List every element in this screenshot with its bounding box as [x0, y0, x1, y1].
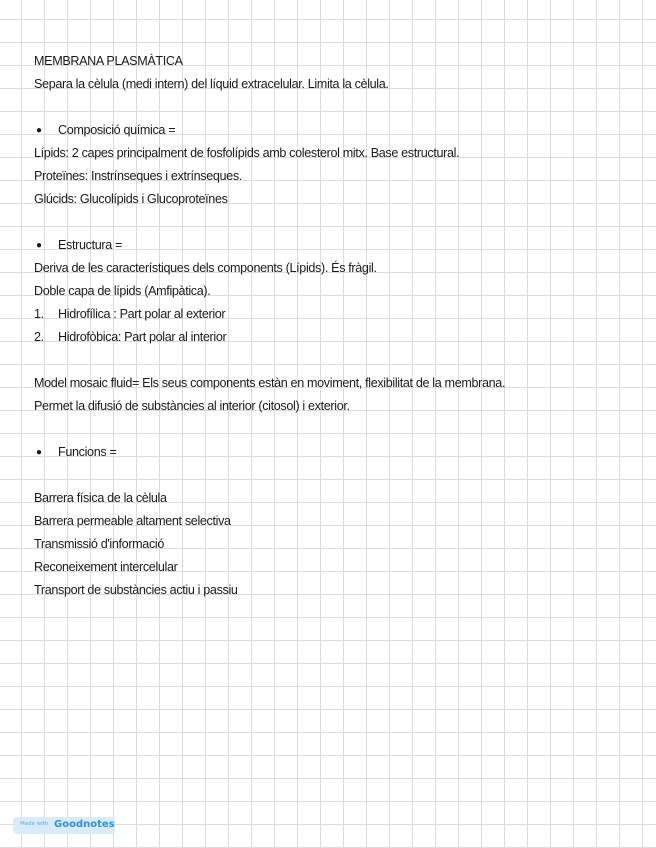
structure-line: Deriva de les característiques dels components (Lípids). És fràgil. [34, 261, 377, 275]
bullet-icon: ● [36, 240, 42, 251]
item-number: 1. [34, 307, 44, 321]
item-text: Hidrofílica : Part polar al exterior [58, 307, 226, 321]
note-content [34, 50, 634, 602]
bullet-icon: ● [36, 447, 42, 458]
functions-heading-text: Funcions = [58, 445, 117, 459]
composition-line-lipids: Lípids: 2 capes principalment de fosfolípids amb colesterol mitx. Base estructural. [34, 146, 460, 160]
spacer [34, 96, 634, 119]
function-item: Transmissió d'informació [34, 537, 165, 551]
intro-text: Separa la cèlula (medi intern) del líquid extracelular. Limita la cèlula. [34, 77, 389, 91]
composition-heading [34, 119, 634, 142]
item-number: 2. [34, 330, 44, 344]
spacer [34, 349, 634, 372]
page-title: MEMBRANA PLASMÀTICA [34, 54, 183, 68]
spacer [34, 211, 634, 234]
composition-line-glucids: Glúcids: Glucolípids i Glucoproteïnes [34, 192, 228, 206]
structure-heading-text: Estructura = [58, 238, 123, 252]
function-item: Transport de substàncies actiu i passiu [34, 583, 238, 597]
mosaic-line: Model mosaic fluid= Els seus components estàn en moviment, flexibilitat de la membrana. [34, 376, 506, 390]
composition-line-proteins: Proteïnes: Instrínseques i extrínseques. [34, 169, 242, 183]
function-item: Barrera permeable altament selectiva [34, 514, 231, 528]
badge-brand: Goodnotes [54, 819, 115, 830]
numbered-item [34, 303, 634, 326]
functions-heading [34, 441, 634, 464]
function-item: Barrera física de la cèlula [34, 491, 167, 505]
item-text: Hidrofòbica: Part polar al interior [58, 330, 227, 344]
structure-line: Doble capa de lípids (Amfipàtica). [34, 284, 211, 298]
function-item: Reconeixement intercelular [34, 560, 178, 574]
numbered-item [34, 326, 634, 349]
bullet-icon: ● [36, 125, 42, 136]
structure-heading [34, 234, 634, 257]
badge-prefix: Made with [20, 821, 49, 827]
composition-heading-text: Composició química = [58, 123, 176, 137]
spacer [34, 418, 634, 441]
mosaic-line: Permet la difusió de substàncies al interior (citosol) i exterior. [34, 399, 350, 413]
goodnotes-badge[interactable] [13, 817, 115, 834]
spacer [34, 464, 634, 487]
